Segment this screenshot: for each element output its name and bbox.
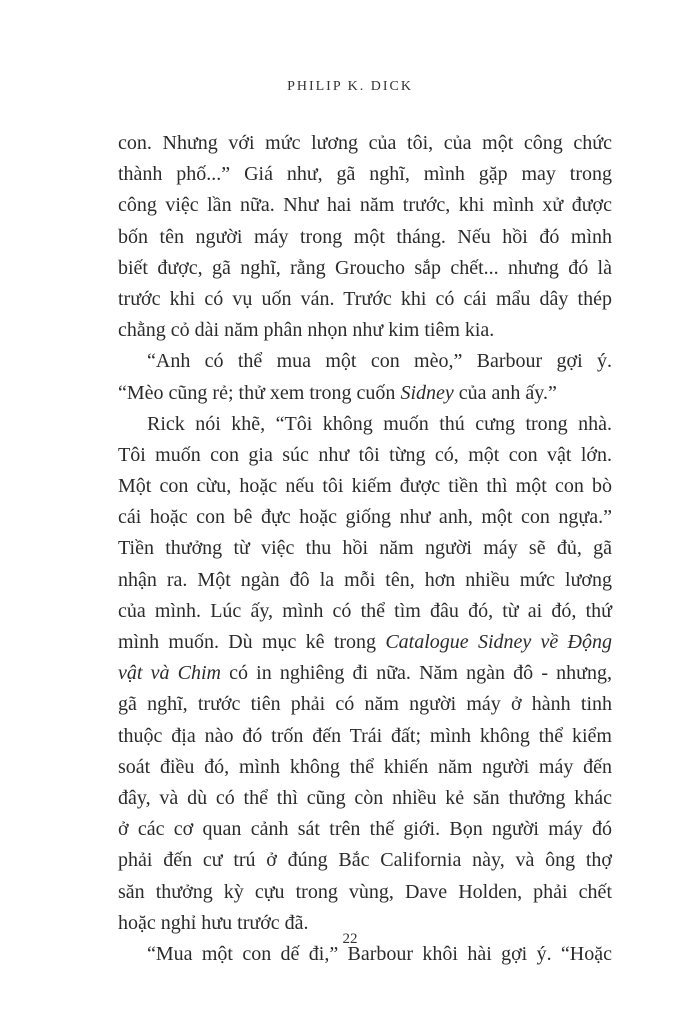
italic-title: Sidney xyxy=(400,381,454,404)
text-line: soát điều đó, mình không thể khiến năm người máy đến xyxy=(118,755,612,778)
text-line: trước khi có vụ uốn ván. Trước khi có cái mẩu dây thép xyxy=(118,287,612,310)
text-line: hoặc nghỉ hưu trước đã. xyxy=(118,911,309,934)
text-line: cái hoặc con bê đực hoặc giống như anh, một con ngựa.” xyxy=(118,506,612,529)
text-line: Tiền thưởng từ việc thu hồi năm người máy sẽ đủ, gã xyxy=(118,537,612,560)
text-line: Một con cừu, hoặc nếu tôi kiếm được tiền thì một con bò xyxy=(118,475,612,498)
text-line: gã nghĩ, trước tiên phải có năm người máy ở hành tinh xyxy=(118,693,612,716)
text-segment: mình muốn. Dù mục kê trong xyxy=(118,631,386,653)
body-text xyxy=(118,128,612,970)
text-line: phải đến cư trú ở đúng Bắc California này, và ông thợ xyxy=(118,849,612,872)
text-line: của mình. Lúc ấy, mình có thể tìm đâu đó, từ ai đó, thứ xyxy=(118,599,612,622)
text-line: nhận ra. Một ngàn đô la mỗi tên, hơn nhiều mức lương xyxy=(118,568,612,591)
text-line: con. Nhưng với mức lương của tôi, của một công chức xyxy=(118,132,612,154)
text-segment: của anh ấy.” xyxy=(453,381,557,404)
text-line: ở các cơ quan cảnh sát trên thế giới. Bọn người máy đó xyxy=(118,818,612,841)
text-line: thành phố...” Giá như, gã nghĩ, mình gặp may trong xyxy=(118,163,612,186)
text-line: “Mua một con dế đi,” Barbour khôi hài gợi ý. “Hoặc xyxy=(147,942,612,965)
text-line: “Anh có thể mua một con mèo,” Barbour gợi ý. xyxy=(147,350,612,373)
italic-title: Catalogue Sidney về Động xyxy=(385,631,613,653)
text-segment: “Mèo cũng rẻ; thử xem trong cuốn xyxy=(118,381,401,404)
text-line: công việc lần nữa. Như hai năm trước, khi mình xử được xyxy=(118,194,612,217)
text-line: chằng cỏ dài năm phân nhọn như kim tiêm kia. xyxy=(118,319,495,342)
text-line xyxy=(118,627,612,658)
text-line: biết được, gã nghĩ, rằng Groucho sắp chết... nhưng đó là xyxy=(118,256,612,279)
text-line xyxy=(118,658,612,689)
running-head: PHILIP K. DICK xyxy=(287,79,413,94)
text-line: đây, và dù có thể thì cũng còn nhiều kẻ săn thưởng khác xyxy=(118,786,612,809)
text-line: Tôi muốn con gia súc như tôi từng có, một con vật lớn. xyxy=(118,443,612,466)
text-line: săn thưởng kỳ cựu trong vùng, Dave Holden, phải chết xyxy=(118,880,612,903)
page-number: 22 xyxy=(342,931,358,947)
text-line: thuộc địa nào đó trốn đến Trái đất; mình không thể kiểm xyxy=(118,724,612,747)
text-segment: có in nghiêng đi nữa. Năm ngàn đô - nhưng, xyxy=(220,662,612,685)
text-line: Rick nói khẽ, “Tôi không muốn thú cưng trong nhà. xyxy=(147,412,612,435)
italic-title: vật và Chim xyxy=(118,662,221,685)
text-line xyxy=(118,378,612,409)
text-line: bốn tên người máy trong một tháng. Nếu hồi đó mình xyxy=(118,225,612,248)
